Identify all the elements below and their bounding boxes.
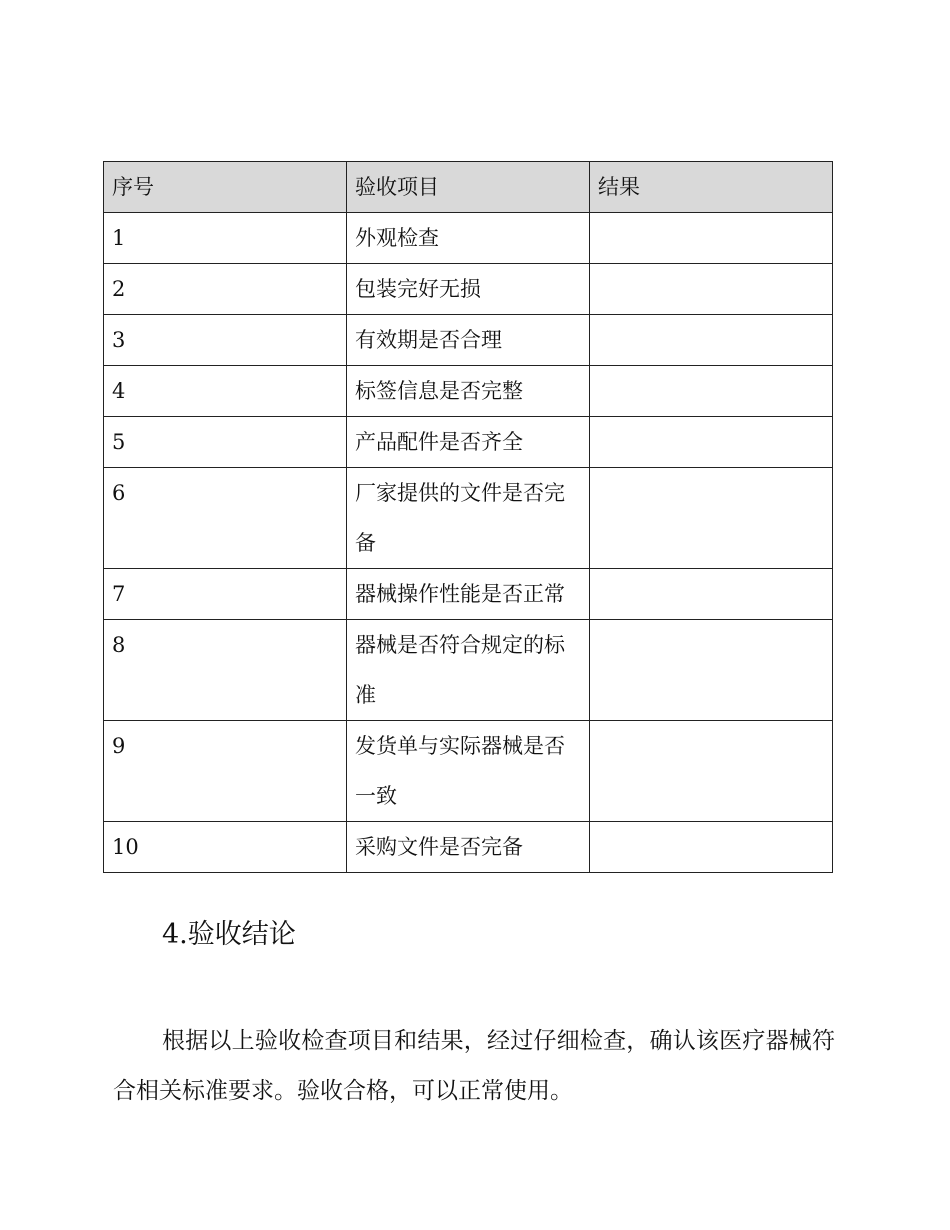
table-row (104, 468, 833, 569)
table-row (104, 264, 833, 315)
table-row (104, 721, 833, 822)
row-number: 1 (104, 213, 347, 264)
table-header-row (104, 162, 833, 213)
row-result (590, 468, 833, 569)
row-number: 3 (104, 315, 347, 366)
row-result (590, 417, 833, 468)
row-item: 包装完好无损 (347, 264, 590, 315)
row-item: 标签信息是否完整 (347, 366, 590, 417)
row-result (590, 721, 833, 822)
row-result (590, 264, 833, 315)
header-inspection-item: 验收项目 (347, 162, 590, 213)
table-row (104, 417, 833, 468)
row-number: 7 (104, 569, 347, 620)
row-item: 厂家提供的文件是否完备 (347, 468, 590, 569)
row-item: 采购文件是否完备 (347, 822, 590, 873)
table-row (104, 213, 833, 264)
row-result (590, 315, 833, 366)
row-result (590, 569, 833, 620)
row-result (590, 213, 833, 264)
table-row (104, 620, 833, 721)
table-row (104, 366, 833, 417)
row-number: 2 (104, 264, 347, 315)
row-result (590, 822, 833, 873)
row-item: 有效期是否合理 (347, 315, 590, 366)
row-result (590, 366, 833, 417)
table-row (104, 822, 833, 873)
row-result (590, 620, 833, 721)
header-result: 结果 (590, 162, 833, 213)
row-number: 8 (104, 620, 347, 721)
header-serial-number: 序号 (104, 162, 347, 213)
row-item: 外观检查 (347, 213, 590, 264)
row-number: 6 (104, 468, 347, 569)
section-heading-conclusion: 4.验收结论 (162, 919, 296, 950)
row-item: 产品配件是否齐全 (347, 417, 590, 468)
row-number: 10 (104, 822, 347, 873)
row-item: 发货单与实际器械是否一致 (347, 721, 590, 822)
row-number: 4 (104, 366, 347, 417)
row-item: 器械是否符合规定的标准 (347, 620, 590, 721)
row-number: 9 (104, 721, 347, 822)
conclusion-paragraph: 根据以上验收检查项目和结果，经过仔细检查，确认该医疗器械符合相关标准要求。验收合格，可以正常使用。 (113, 1028, 835, 1104)
table-row (104, 569, 833, 620)
row-item: 器械操作性能是否正常 (347, 569, 590, 620)
row-number: 5 (104, 417, 347, 468)
acceptance-inspection-table (103, 161, 833, 873)
table-row (104, 315, 833, 366)
